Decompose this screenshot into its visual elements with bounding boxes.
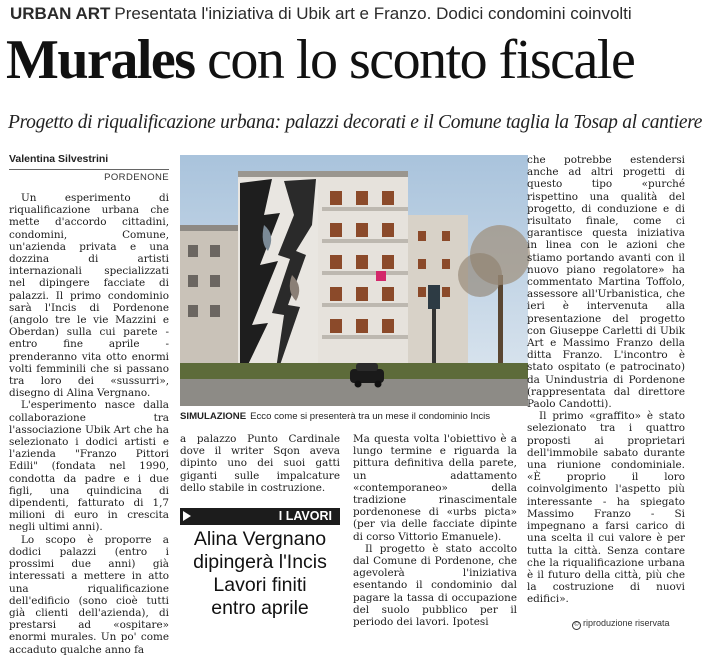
mural-building-illustration bbox=[180, 155, 528, 406]
byline: Valentina Silvestrini bbox=[9, 153, 109, 165]
sidebar-box-line: dipingerà l'Incis bbox=[193, 551, 327, 573]
sidebar-box-title: I LAVORI bbox=[278, 509, 332, 523]
paragraph: a palazzo Punto Cardinale dove il writer Sqon aveva dipinto uno dei suoi gatti giganti sulle impalcature dello stabile in costruzione. bbox=[180, 433, 340, 494]
triangle-icon bbox=[183, 511, 191, 521]
headline bbox=[6, 28, 690, 98]
caption-text: Ecco come si presenterà tra un mese il condominio Incis bbox=[250, 411, 491, 422]
subheadline: Progetto di riqualificazione urbana: palazzi decorati e il Comune taglia la Tosap al cantiere bbox=[8, 112, 702, 133]
paragraph: che potrebbe estendersi anche ad altri progetti di questo tipo «purché rispettino una qualità del progetto, di conduzione e di risultato finale, come ci garantisce questa iniziativa in linea con le azioni che stiamo portando avanti con il nuovo piano regolatore» ha commentato Martina Toffolo, assessore all'Urbanistica, che ieri è intervenuta alla presentazione del progetto con Giuseppe Carletti di Ubik Art e Massimo Franzo della ditta Franzo. L'incontro è stato ospitato (e patrocinato) da Unindustria di Pordenone (rappresentata dal direttore Paolo Candotti). bbox=[527, 154, 685, 411]
copyright-text: riproduzione riservata bbox=[583, 618, 670, 628]
copyright-notice bbox=[572, 618, 670, 630]
section-category: URBAN ART bbox=[10, 4, 111, 23]
paragraph: Il progetto è stato accolto dal Comune di Pordenone, che agevolerà l'iniziativa esentando il condominio dal pagare la tassa di occupazione del suolo pubblico per il periodo dei lavori. Ipotesi bbox=[353, 542, 517, 629]
sidebar-box-line: entro aprile bbox=[211, 597, 309, 619]
paragraph: Un esperimento di riqualificazione urbana che mette d'accordo cittadini, condomini, Comune, un'azienda privata e una dozzina di artisti internazionali specializzati nel dipingere facciate di palazzi. Il primo condominio sarà l'Incis di Pordenone (angolo tre le vie Mazzini e Oberdan) sulla cui parete - entro fine aprile - prenderanno vita otto enormi volti femminili che si passano tra loro dei «sussurri», disegno di Alina Vergnano. bbox=[9, 192, 169, 400]
dateline: PORDENONE bbox=[104, 172, 169, 183]
paragraph: L'esperimento nasce dalla collaborazione tra l'associazione Ubik Art che ha selezionato i dodici artisti e l'azienda "Franzo Pittori Edili" (fondata nel 1990, condotta da padre e i due figli, una quindicina di dipendenti, fatturato di 1,7 milioni di euro in crescita negli ultimi anni). bbox=[9, 399, 169, 534]
copyright-icon: © bbox=[572, 621, 581, 630]
article-column-4 bbox=[527, 154, 685, 606]
kicker-text: Presentata l'iniziativa di Ubik art e Franzo. Dodici condomini coinvolti bbox=[114, 4, 632, 23]
article-column-2 bbox=[180, 433, 340, 494]
caption-lead: SIMULAZIONE bbox=[180, 411, 247, 422]
article-column-3 bbox=[353, 433, 517, 628]
paragraph: Il primo «graffito» è stato selezionato tra i quattro proposti ai proprietari dell'immobile sabato durante una riunione condominiale. «È proprio il loro coinvolgimento l'aspetto più interessante - ha spiegato Massimo Franzo - Si impegnano a farsi carico di una scelta il cui valore è per tutta la città. Senza contare che la riqualificazione urbana è il futuro della città, più che la costruzione di nuovi edifici». bbox=[527, 410, 685, 606]
byline-rule bbox=[9, 169, 169, 170]
sidebar-box-line: Lavori finiti bbox=[213, 574, 307, 596]
building-photo bbox=[180, 155, 528, 406]
kicker bbox=[10, 4, 690, 26]
paragraph: Ma questa volta l'obiettivo è a lungo termine e riguarda la pittura definitiva della parete, un adattamento «contemporaneo» della tradizione rinascimentale pordenonese di «urbs picta» (per via delle facciate dipinte di corso Vittorio Emanuele). bbox=[353, 433, 517, 543]
photo-caption bbox=[180, 411, 528, 425]
sidebar-box-text bbox=[180, 528, 340, 620]
headline-bold: Murales bbox=[6, 29, 195, 91]
sidebar-box-header bbox=[180, 508, 340, 525]
paragraph: Lo scopo è proporre a dodici palazzi (entro i prossimi due anni) già interessati a mettere in atto una riqualificazione dell'edificio (sono cioè tutti già clienti dell'azienda), di prestarsi ad «ospitare» enormi murales. Un po' come accaduto qualche anno fa bbox=[9, 533, 169, 656]
sidebar-box-line: Alina Vergnano bbox=[193, 528, 327, 550]
headline-rest: con lo sconto fiscale bbox=[194, 29, 635, 91]
article-column-1 bbox=[9, 192, 169, 656]
